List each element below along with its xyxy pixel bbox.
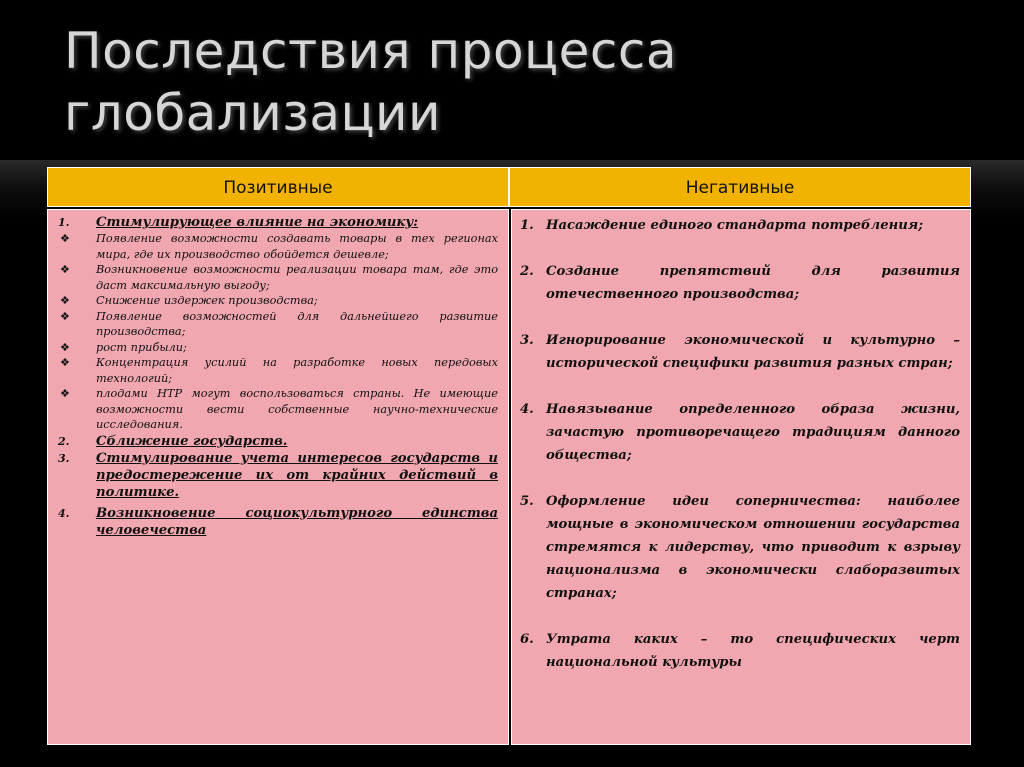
item-marker: 4.: [520, 402, 534, 417]
title-area: [0, 0, 1024, 160]
positive-subitem: [58, 309, 498, 340]
item-text: Утрата каких – то специфических черт национальной культуры: [546, 632, 960, 670]
title-line-1: Последствия процесса: [64, 22, 677, 80]
header-negative: Негативные: [509, 167, 971, 207]
header-positive: Позитивные: [47, 167, 509, 207]
diamond-bullet-icon: ❖: [60, 309, 70, 323]
positive-item: [58, 214, 498, 231]
item-text: плодами НТР могут воспользоваться страны. Не имеющие возможности вести собственные научно-технические исследования.: [96, 387, 498, 431]
item-marker: 3.: [520, 333, 534, 348]
negative-item: [520, 398, 960, 467]
positive-subitem: [58, 340, 498, 356]
item-text: Навязывание определенного образа жизни, зачастую противоречащего традициям данного общества;: [546, 402, 960, 463]
item-text: Создание препятствий для развития отечественного производства;: [546, 264, 960, 302]
negative-item: [520, 490, 960, 605]
item-text: Стимулирование учета интересов государств и предостережение их от крайних действий в политике.: [96, 450, 498, 500]
item-marker: 6.: [520, 632, 534, 647]
item-marker: 2.: [520, 264, 534, 279]
item-text: Появление возможностей для дальнейшего развитие производства;: [96, 309, 498, 338]
positive-subitem: [58, 293, 498, 309]
item-text: Возникновение возможности реализации товара там, где это даст максимальную выгоду;: [96, 263, 498, 292]
negative-item: [520, 628, 960, 674]
positive-item: [58, 450, 498, 501]
slide-title: [64, 20, 964, 144]
negative-item: [520, 329, 960, 375]
positive-item: [58, 505, 498, 539]
title-line-2: глобализации: [64, 84, 441, 142]
spacer: [520, 306, 960, 329]
item-marker: 5.: [520, 494, 534, 509]
item-text: Сближение государств.: [96, 433, 288, 449]
item-marker: 1.: [58, 216, 70, 229]
diamond-bullet-icon: ❖: [60, 356, 70, 369]
item-text: Игнорирование экономической и культурно – исторической специфики развития разных стран;: [546, 333, 960, 371]
table-header-row: [47, 167, 971, 207]
positive-subitem: [58, 231, 498, 262]
item-text: Концентрация усилий на разработке новых передовых технологий;: [96, 356, 498, 385]
item-text: рост прибыли;: [96, 340, 187, 354]
spacer: [520, 375, 960, 398]
item-marker: 4.: [58, 506, 70, 520]
positive-subitem: [58, 262, 498, 293]
negative-cell: [511, 209, 971, 745]
diamond-bullet-icon: ❖: [60, 294, 70, 307]
item-marker: 1.: [520, 218, 534, 233]
item-marker: 3.: [58, 451, 70, 465]
positive-cell: [47, 209, 509, 745]
spacer: [520, 605, 960, 628]
diamond-bullet-icon: ❖: [60, 387, 70, 400]
item-text: Появление возможности создавать товары в тех регионах мира, где их производство обойдется дешевле;: [96, 232, 498, 261]
consequences-table: [47, 167, 971, 745]
positive-item: [58, 433, 498, 450]
positive-subitem: [58, 355, 498, 386]
item-text: Оформление идеи соперничества: наиболее мощные в экономическом отношении государства стремятся к лидерству, что приводит к взрыву национализма в экономически слаборазвитых странах;: [546, 494, 960, 601]
diamond-bullet-icon: ❖: [60, 232, 70, 245]
diamond-bullet-icon: ❖: [60, 340, 70, 354]
negative-item: [520, 260, 960, 306]
item-text: Снижение издержек производства;: [96, 294, 318, 307]
spacer: [520, 467, 960, 490]
diamond-bullet-icon: ❖: [60, 263, 70, 276]
item-text: Насаждение единого стандарта потребления;: [546, 218, 924, 233]
item-text: Возникновение социокультурного единства человечества: [96, 505, 498, 538]
spacer: [520, 237, 960, 260]
item-text: Стимулирующее влияние на экономику:: [96, 215, 419, 230]
positive-subitem: [58, 386, 498, 433]
item-marker: 2.: [58, 434, 70, 448]
negative-item: [520, 214, 960, 237]
